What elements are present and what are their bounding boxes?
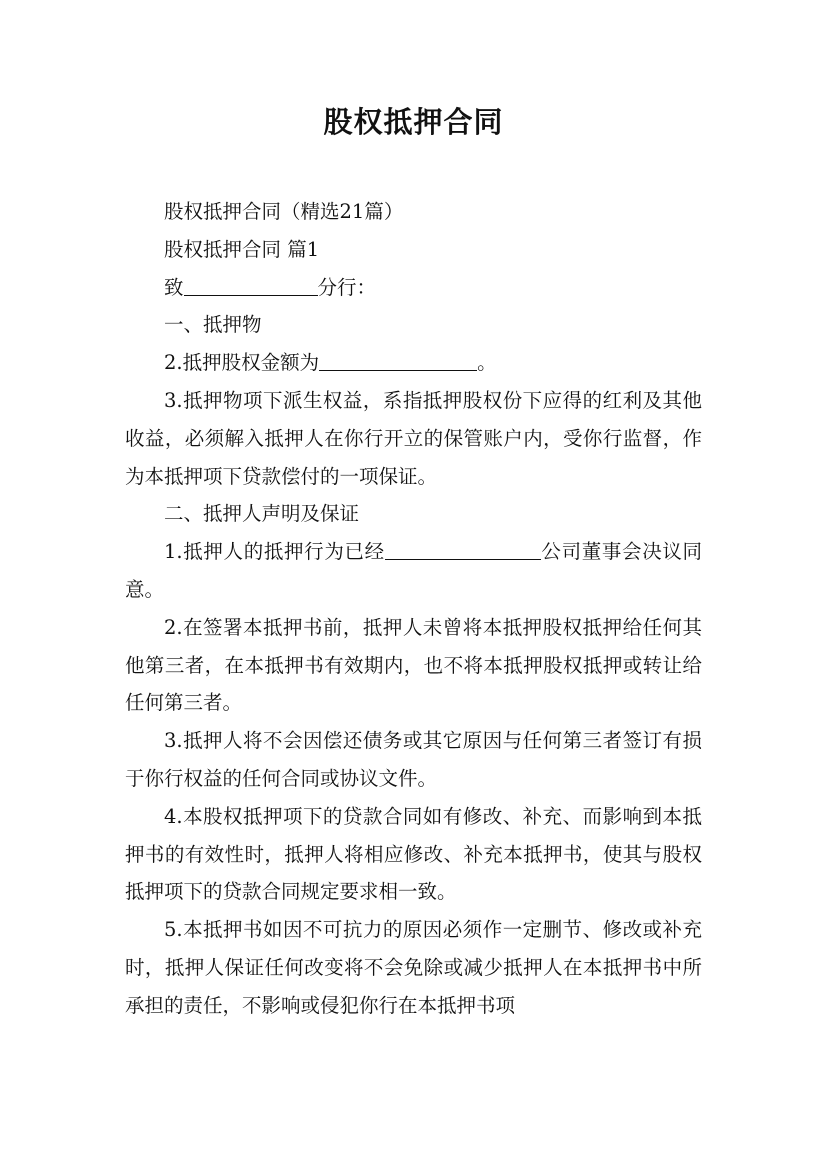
equity-amount-suffix: 。 xyxy=(477,351,497,375)
equity-amount-prefix: 2.抵押股权金额为 xyxy=(164,351,320,375)
paragraph-addressee xyxy=(125,269,702,307)
paragraph-heading-collateral: 一、抵押物 xyxy=(164,313,262,337)
paragraph-no-harmful-contracts: 3.抵押人将不会因偿还债务或其它原因与任何第三者签订有损于你行权益的任何合同或协议文件。 xyxy=(125,729,702,790)
addressee-prefix: 致 xyxy=(164,275,184,299)
board-approval-blank xyxy=(385,539,541,560)
document-body xyxy=(125,193,702,1025)
paragraph-heading-warranties: 二、抵押人声明及保证 xyxy=(164,502,360,526)
addressee-blank xyxy=(184,274,318,295)
addressee-suffix: 分行： xyxy=(317,275,377,299)
paragraph-contract-amendment: 4.本股权抵押项下的贷款合同如有修改、补充、而影响到本抵押书的有效性时，抵押人将相应修改、补充本抵押书，使其与股权抵押项下的贷款合同规定要求相一致。 xyxy=(125,804,702,904)
paragraph-section-heading: 股权抵押合同 篇1 xyxy=(164,237,320,261)
paragraph-board-approval xyxy=(125,533,702,609)
board-approval-suffix: 公司董事会决议同意。 xyxy=(125,540,702,601)
paragraph-no-prior-pledge: 2.在签署本抵押书前，抵押人未曾将本抵押股权抵押给任何其他第三者，在本抵押书有效期内，也不将本抵押股权抵押或转让给任何第三者。 xyxy=(125,615,702,715)
board-approval-prefix: 1.抵押人的抵押行为已经 xyxy=(164,540,385,564)
paragraph-equity-amount xyxy=(125,344,702,382)
paragraph-subtitle: 股权抵押合同（精选21篇） xyxy=(164,200,404,223)
paragraph-derived-rights: 3.抵押物项下派生权益，系指抵押股权份下应得的红利及其他收益，必须解入抵押人在你行开立的保管账户内，受你行监督，作为本抵押项下贷款偿付的一项保证。 xyxy=(125,388,702,488)
paragraph-force-majeure: 5.本抵押书如因不可抗力的原因必须作一定删节、修改或补充时，抵押人保证任何改变将不会免除或减少抵押人在本抵押书中所承担的责任，不影响或侵犯你行在本抵押书项 xyxy=(125,918,702,1017)
equity-amount-blank xyxy=(319,350,477,371)
document-title: 股权抵押合同 xyxy=(323,105,504,139)
